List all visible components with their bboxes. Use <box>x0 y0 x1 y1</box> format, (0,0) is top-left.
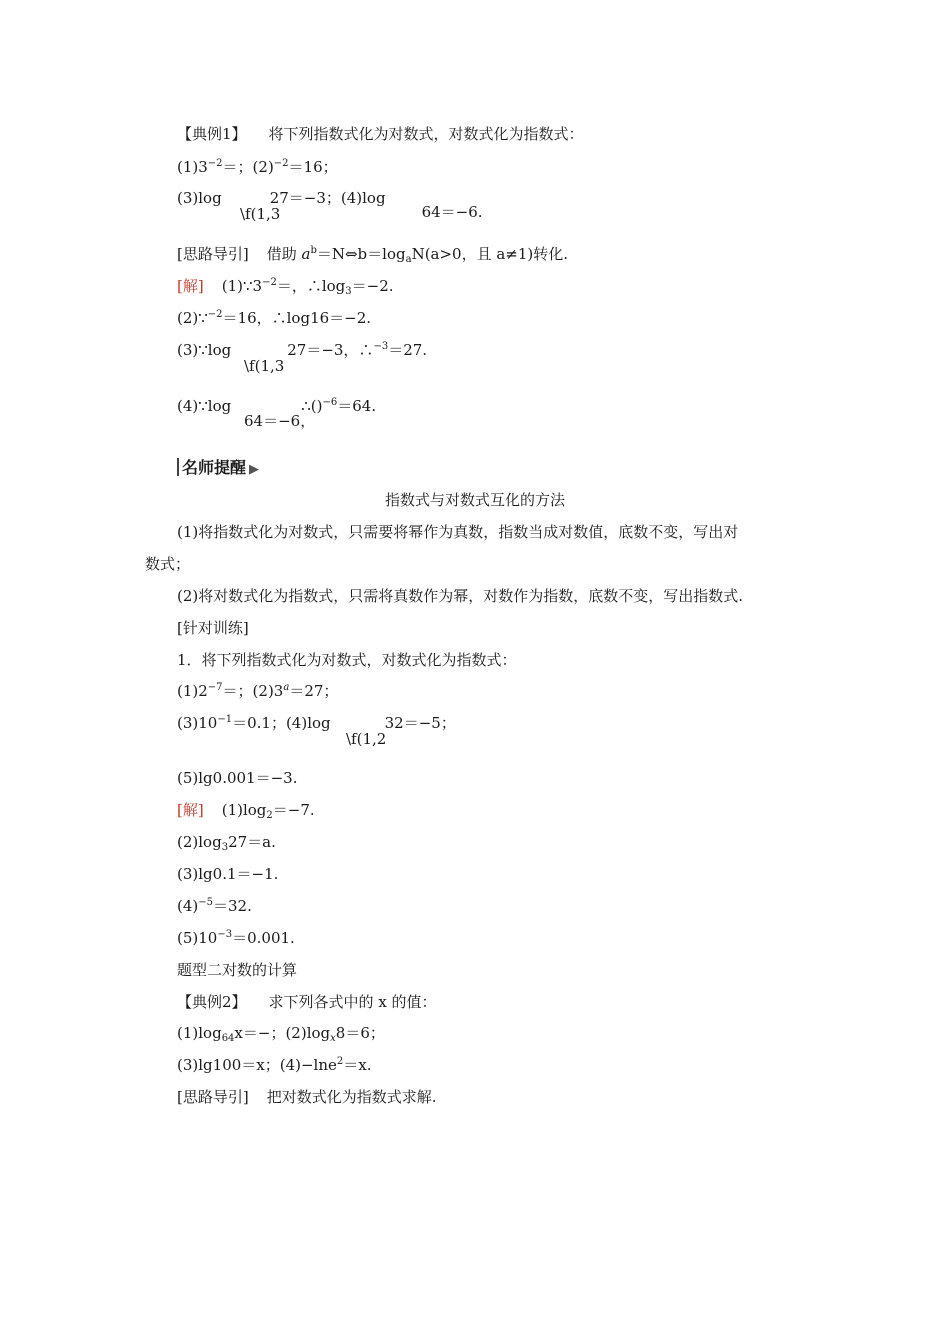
fraction-raw-text: \f(1,3 <box>240 205 281 223</box>
example-1-prompt: 将下列指数式化为对数式，对数式化为指数式： <box>268 125 584 143</box>
type-2-heading: 题型二对数的计算 <box>177 961 298 979</box>
training-solution-2: $(2)\log_327=a$. <box>177 833 276 853</box>
example-2-prompt: 求下列各式中的 x 的值： <box>268 993 437 1011</box>
example-1-item-3-4: (3)log 27＝−3；(4)log64＝−6. <box>177 189 483 221</box>
training-label: [针对训练] <box>177 619 249 637</box>
tips-label: 名师提醒 <box>182 458 247 477</box>
training-item-1-2: $(1)2^{-7}=$；$(2)3^a=27$； <box>177 682 339 700</box>
example-2-item-1-2: $(1)\log_{64}x=-$；$(2)\log_x8=6$； <box>177 1024 385 1044</box>
training-item-5: (5)lg0.001＝−3. <box>177 769 298 787</box>
triangle-right-icon: ▶ <box>249 462 260 477</box>
tips-paragraph-1-cont: 数式； <box>145 555 191 573</box>
example-1-solution-3: (3)∵log 27＝−3，∴$^{-3}$＝27. <box>177 341 428 359</box>
training-solution-5: $(5)10^{-3}=0.001$. <box>177 929 295 947</box>
training-question: 1．将下列指数式化为对数式，对数式化为指数式： <box>177 651 517 669</box>
example-1-item-1-2: $(1)3^{-2}=$；$(2)^{-2}=16$； <box>177 158 338 176</box>
example-2-item-3-4: (3)lg100＝x；(4)−lne$^2$＝x. <box>177 1056 372 1074</box>
training-item-3-4: $(3)10^{-1}=0.1$；(4)log 32＝−5； <box>177 714 456 732</box>
example-2-hint: [思路导引] 把对数式化为指数式求解. <box>177 1088 437 1106</box>
hint-label: [思路导引] <box>177 245 249 263</box>
example-1-hint: [思路导引] 借助 $a^b=N\Leftrightarrow b=\log_aN(a>0$，且 a≠1)转化. <box>177 245 569 265</box>
example-1-solution-1: [解] $(1)\because 3^{-2}=$，$\therefore\log_3=-2$. <box>177 277 394 297</box>
fraction-raw-text: \f(1,2 <box>346 730 387 748</box>
example-2-title: 【典例2】 <box>177 993 247 1011</box>
solution-label: [解] <box>177 277 204 295</box>
tips-title: 指数式与对数式互化的方法 <box>384 491 565 509</box>
tips-header <box>177 458 259 480</box>
tips-paragraph-1: (1)将指数式化为对数式，只需要将幂作为真数，指数当成对数值，底数不变，写出对 <box>177 523 739 541</box>
solution-label: [解] <box>177 801 204 819</box>
solution-4-lower: 64＝−6， <box>244 412 316 430</box>
training-solution-3: (3)lg0.1＝−1. <box>177 865 279 883</box>
example-1-title: 【典例1】 <box>177 125 247 143</box>
tips-bar-icon <box>177 458 179 476</box>
example-1-solution-4: (4)∵log ∴()$^{-6}$＝64. <box>177 397 377 415</box>
training-solution-4: $(4)^{-5}=32$. <box>177 897 252 915</box>
training-solution-1: [解] $(1)\log_2=-7$. <box>177 801 315 821</box>
tips-paragraph-2: (2)将对数式化为指数式，只需将真数作为幂，对数作为指数，底数不变，写出指数式. <box>177 587 744 605</box>
hint-label: [思路导引] <box>177 1088 249 1106</box>
example-1-line <box>177 124 584 144</box>
example-1-solution-2: (2)∵$^{-2}$＝16，∴log16＝−2. <box>177 309 372 327</box>
example-2-line <box>177 992 437 1012</box>
fraction-raw-text: \f(1,3 <box>244 357 285 375</box>
